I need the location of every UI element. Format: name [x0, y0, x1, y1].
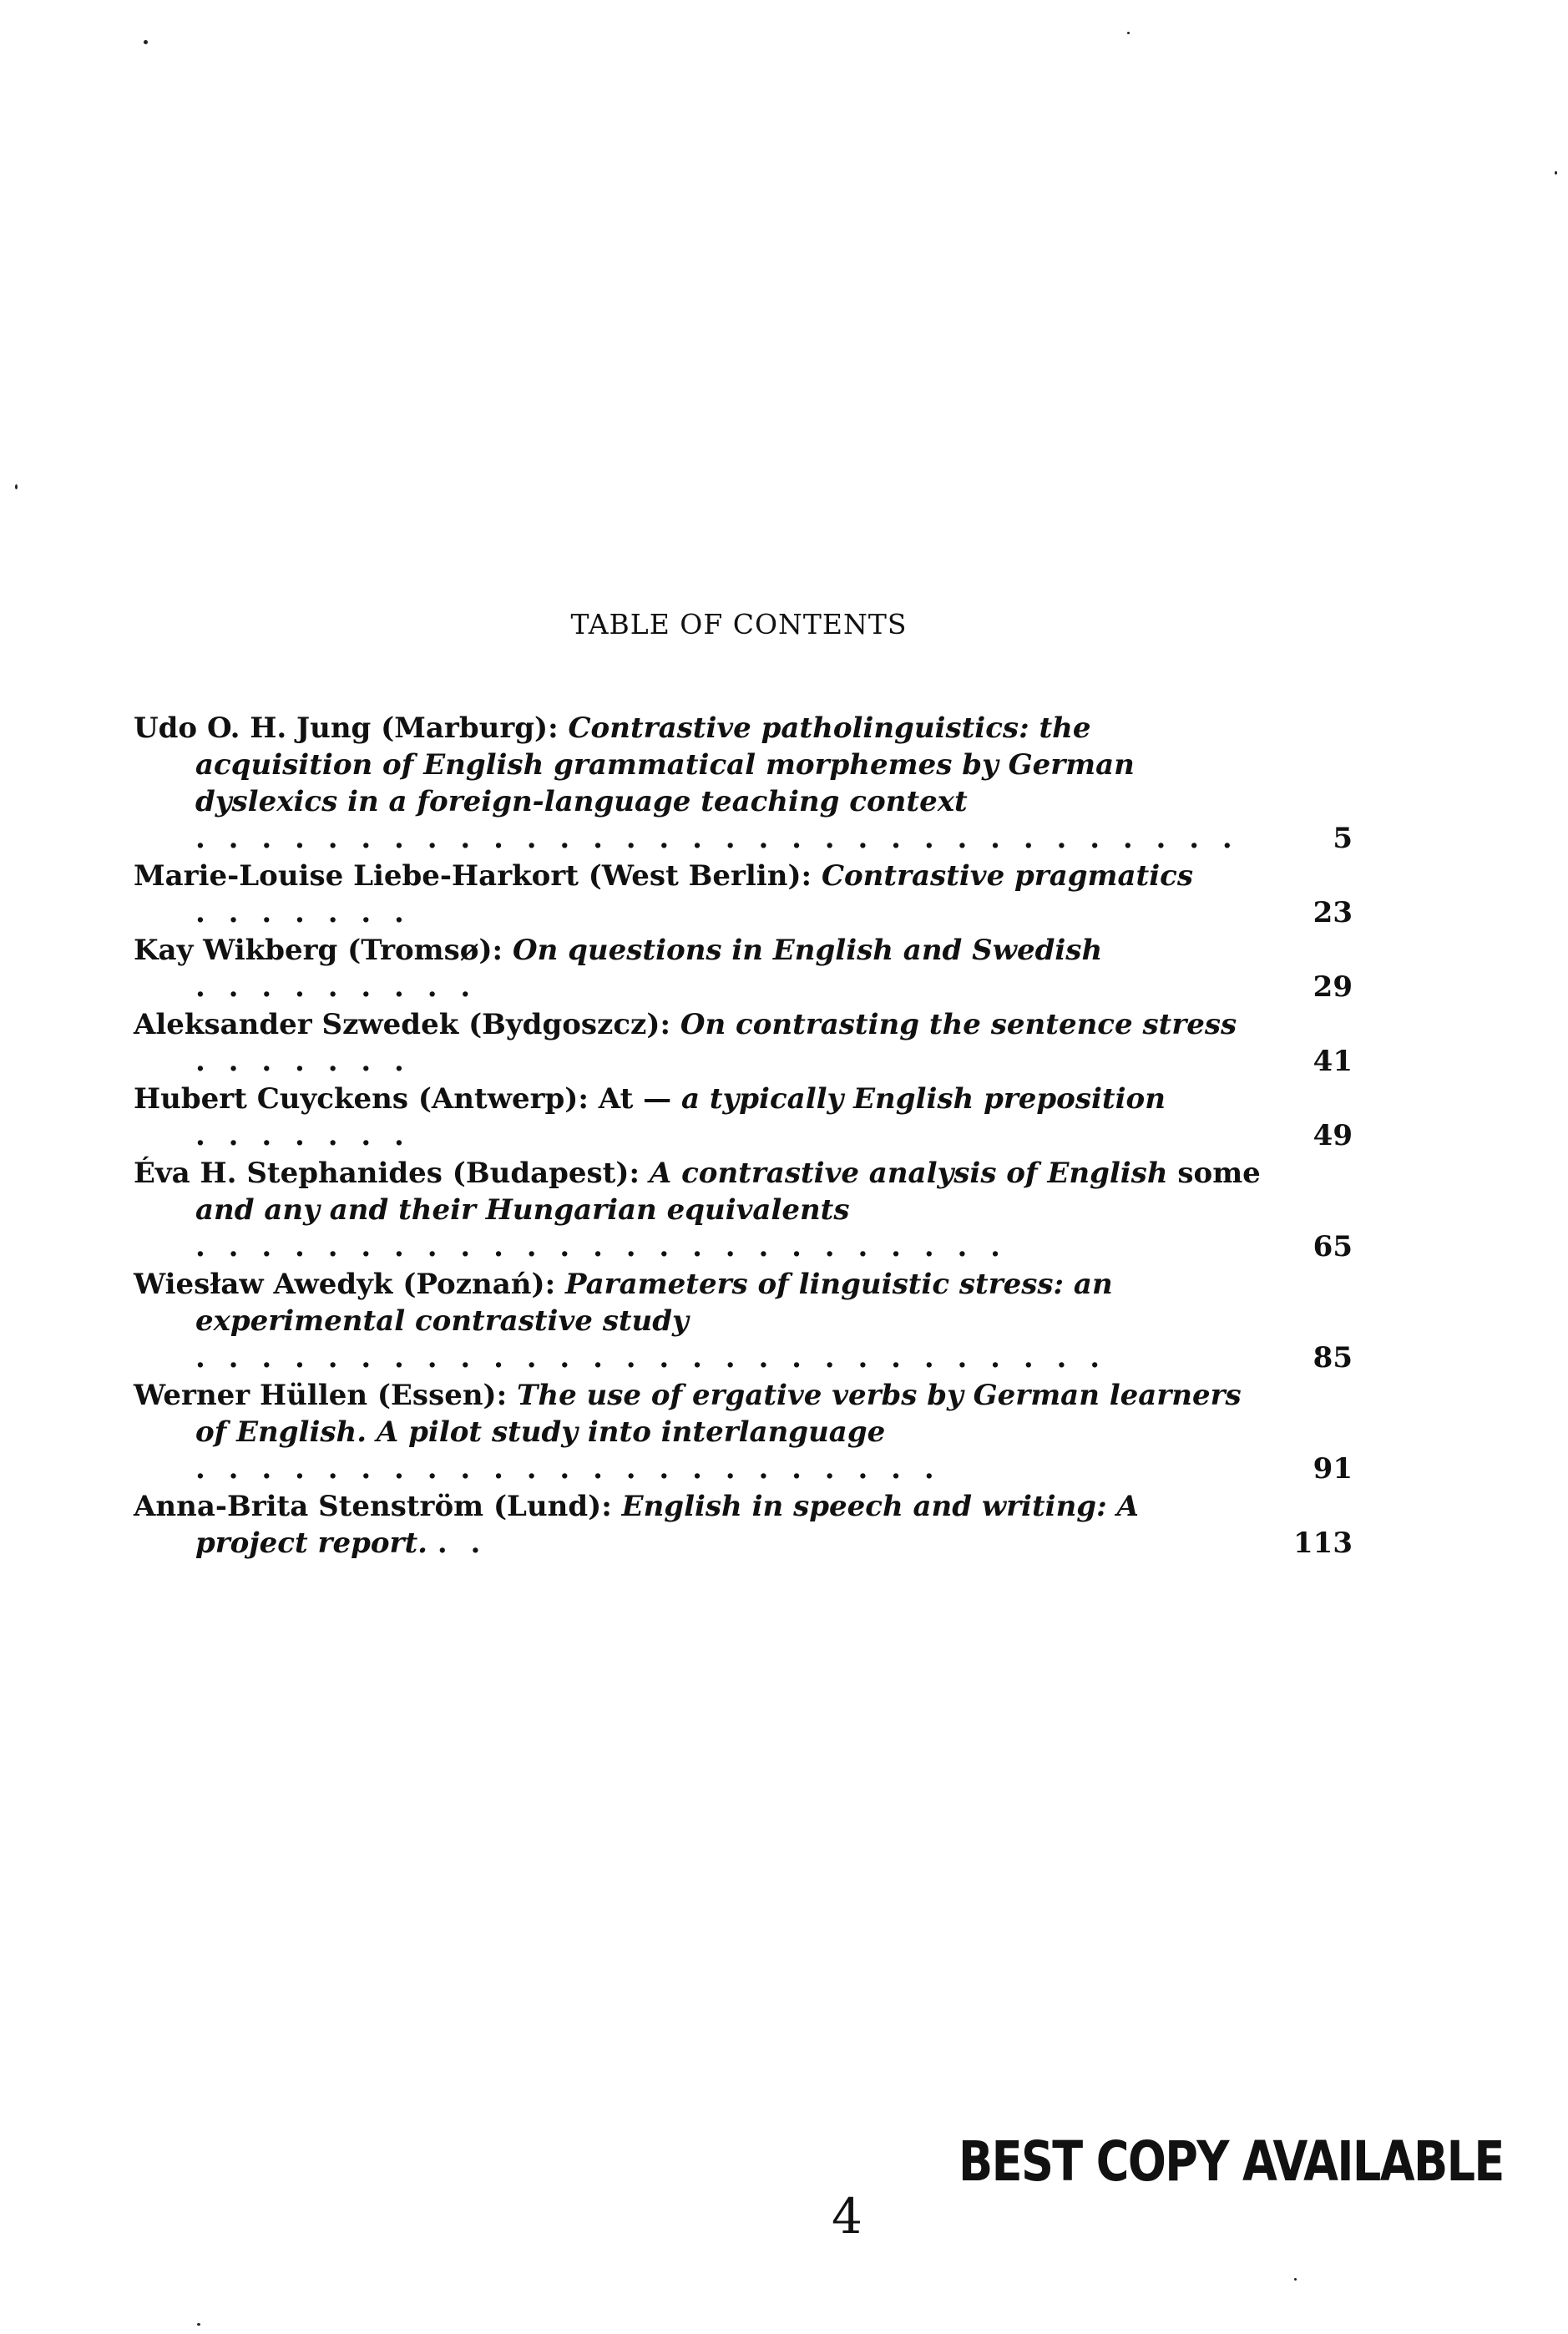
- entry-title: a typically English preposition: [680, 1082, 1166, 1116]
- entry-title-plain: some: [1177, 1157, 1261, 1190]
- entry-author: Éva H. Stephanides (Budapest):: [134, 1157, 640, 1190]
- toc-entry: [134, 1006, 1353, 1080]
- entry-text: [134, 1006, 1261, 1080]
- entry-text: [134, 1155, 1261, 1265]
- entry-text: [134, 858, 1261, 931]
- toc-entry: [134, 1155, 1353, 1265]
- entry-author: Aleksander Szwedek (Bydgoszcz):: [134, 1008, 670, 1041]
- entry-leader-dots: . . . . . . . . . . . . . . . . . . . . . . . . . . . . . . . .: [195, 822, 1239, 855]
- entry-title: On questions in English and Swedish: [512, 934, 1103, 967]
- entry-author: Marie-Louise Liebe-Harkort (West Berlin):: [134, 859, 812, 893]
- page-number: 4: [832, 2188, 862, 2245]
- entry-text: [134, 710, 1261, 857]
- entry-author: Kay Wikberg (Tromsø):: [134, 934, 503, 967]
- entry-text: [134, 1377, 1261, 1487]
- entry-title: The use of ergative verbs by German learners of English. A pilot study into interlanguage: [195, 1379, 1242, 1449]
- toc-entry: [134, 1488, 1353, 1562]
- entry-leader-dots: . .: [437, 1526, 488, 1560]
- entry-title: A contrastive analysis of English: [649, 1157, 1168, 1190]
- entry-page-number: 49: [1313, 1119, 1353, 1152]
- entry-title: Contrastive patholinguistics: the acquisition of English grammatical morphemes by German dyslexics in a foreign-language teaching context: [195, 711, 1135, 818]
- best-copy-stamp: BEST COPY AVAILABLE: [959, 2129, 1504, 2194]
- toc-entry: [134, 858, 1353, 931]
- toc-list: [134, 710, 1353, 1562]
- entry-page-number: 113: [1293, 1526, 1353, 1560]
- scan-speck: [197, 2323, 200, 2326]
- toc-entry: [134, 1081, 1353, 1154]
- entry-leader-dots: . . . . . . .: [195, 896, 411, 929]
- entry-title: Parameters of linguistic stress: an experimental contrastive study: [195, 1268, 1113, 1338]
- entry-page-number: 65: [1313, 1230, 1353, 1263]
- entry-page-number: 85: [1313, 1341, 1353, 1375]
- entry-text: [134, 1081, 1261, 1154]
- entry-title: English in speech and writing: A project report.: [195, 1490, 1139, 1560]
- entry-author: Wiesław Awedyk (Poznań):: [134, 1268, 556, 1301]
- entry-author: Werner Hüllen (Essen):: [134, 1379, 508, 1412]
- scan-speck: [1555, 171, 1557, 175]
- entry-page-number: 41: [1313, 1045, 1353, 1078]
- entry-author: Hubert Cuyckens (Antwerp): At —: [134, 1082, 672, 1116]
- entry-leader-dots: . . . . . . . . . . . . . . . . . . . . . . .: [195, 1452, 941, 1486]
- toc-entry: [134, 710, 1353, 857]
- entry-leader-dots: . . . . . . .: [195, 1119, 411, 1152]
- entry-author: Udo O. H. Jung (Marburg):: [134, 711, 559, 745]
- entry-title: Contrastive pragmatics: [821, 859, 1193, 893]
- scan-speck: [1127, 32, 1130, 34]
- entry-text: [134, 1488, 1261, 1562]
- entry-title-tail: and any and their Hungarian equivalents: [195, 1193, 850, 1227]
- entry-text: [134, 1266, 1261, 1376]
- toc-entry: [134, 1266, 1353, 1376]
- entry-page-number: 23: [1313, 896, 1353, 929]
- entry-leader-dots: . . . . . . .: [195, 1045, 411, 1078]
- entry-leader-dots: . . . . . . . . . . . . . . . . . . . . . . . . .: [195, 1230, 1008, 1263]
- toc-entry: [134, 932, 1353, 1005]
- scan-speck: [144, 40, 148, 44]
- entry-text: [134, 932, 1261, 1005]
- entry-page-number: 29: [1313, 970, 1353, 1004]
- scan-speck: [15, 484, 18, 489]
- entry-leader-dots: . . . . . . . . .: [195, 970, 478, 1004]
- entry-title: On contrasting the sentence stress: [680, 1008, 1237, 1041]
- entry-page-number: 91: [1313, 1452, 1353, 1486]
- entry-author: Anna-Brita Stenström (Lund):: [134, 1490, 612, 1523]
- toc-entry: [134, 1377, 1353, 1487]
- toc-heading: TABLE OF CONTENTS: [570, 608, 908, 640]
- entry-leader-dots: . . . . . . . . . . . . . . . . . . . . . . . . . . . .: [195, 1341, 1107, 1375]
- scan-speck: [1294, 2278, 1297, 2281]
- entry-page-number: 5: [1333, 822, 1353, 855]
